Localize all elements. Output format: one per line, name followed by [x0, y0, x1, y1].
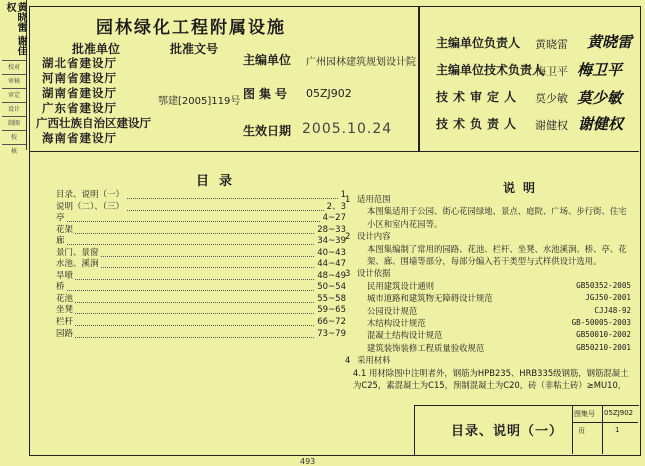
header-divider	[418, 7, 420, 152]
role-name: 谢健权	[535, 119, 568, 132]
atlas-no-label: 图集号	[243, 87, 292, 101]
atlas-title: 园林绿化工程附属设施	[96, 18, 286, 38]
section-paragraph: 4.1 用材除图中注明者外，钢筋为HPB235、HRB335级钢筋，钢筋混凝土为C25，素混凝土为C15，预制混凝土为C20，砖（非粘土砖）≥MU10，	[353, 367, 629, 390]
page-label: 页	[578, 427, 585, 435]
binding-cell: 审定	[2, 88, 26, 102]
notes-title: 说明	[503, 181, 544, 195]
role-name: 莫少敏	[535, 92, 568, 105]
binding-cells	[2, 60, 26, 158]
province-item: 海南省建设厅	[42, 131, 117, 145]
notes-section	[345, 193, 631, 230]
handwritten-signature: 谢健权	[578, 115, 624, 133]
sheet-page-number: 493	[300, 457, 316, 466]
standard-row: 民用建筑设计通则 GB50352-2005	[367, 280, 631, 291]
province-item: 湖南省建设厅	[42, 86, 117, 100]
section-number: 4	[345, 355, 351, 366]
binding-cell: 校	[2, 130, 26, 144]
toc-item: 园路 73~79	[56, 328, 346, 339]
effective-date-value: 2005.10.24	[302, 121, 393, 137]
page-value: 1	[615, 426, 620, 434]
editor-unit-value: 广州园林建筑规划设计院	[306, 57, 416, 68]
binding-cell: 核	[2, 144, 26, 158]
toc-list	[56, 190, 346, 340]
atlas-value: 05ZJ902	[604, 409, 634, 417]
standard-row: 建筑装饰装修工程质量验收规范 GB50210-2001	[367, 342, 631, 353]
section-heading: 设计内容	[357, 231, 391, 242]
toc-item: 景门、景窗 40~43	[56, 247, 346, 258]
approval-doc-value: 鄂建[2005]119号	[158, 96, 241, 107]
notes-section	[345, 267, 631, 354]
notes-section	[345, 354, 631, 391]
handwritten-signature: 莫少敏	[577, 89, 623, 107]
editor-unit-label: 主编单位	[243, 53, 292, 67]
toc-item: 花池 55~58	[56, 293, 346, 304]
toc-item: 廊 34~39	[56, 236, 346, 247]
section-number: 2	[345, 231, 351, 242]
section-number: 3	[345, 268, 351, 279]
binding-cell: 设计	[2, 102, 26, 116]
role-label: 主编单位负责人	[436, 36, 521, 50]
role-label: 技术审定人	[436, 90, 522, 104]
standard-row: 城市道路和建筑物无障碍设计规范 JGJ50-2001	[367, 293, 631, 304]
province-item: 广东省建设厅	[42, 101, 117, 115]
toc-item: 栏杆 66~72	[56, 317, 346, 328]
province-item: 广西壮族自治区建设厅	[36, 116, 151, 130]
section-heading: 采用材料	[357, 355, 391, 366]
toc-item: 水池、溪涧 44~47	[56, 259, 346, 270]
province-item: 湖北省建设厅	[42, 56, 117, 70]
effective-date-label: 生效日期	[243, 124, 292, 138]
role-name: 梅卫平	[535, 65, 568, 78]
section-paragraph: 本图集适用于公园、街心花园绿地、景点、庭院、广场、步行街、住宅小区和室内花园等。	[367, 206, 627, 229]
section-number: 1	[345, 194, 351, 204]
handwritten-signature: 黄晓雷 谢佳权	[4, 2, 26, 56]
atlas-no-value: 05ZJ902	[306, 87, 352, 100]
binding-cell: 制图	[2, 116, 26, 130]
province-item: 河南省建设厅	[42, 71, 117, 85]
toc-title: 目录	[196, 174, 243, 189]
toc-item: 说明（二）、（三） 2、3	[56, 201, 346, 212]
notes-section	[345, 230, 631, 267]
standard-row: 公园设计规范 CJJ48-92	[367, 305, 631, 316]
role-label: 主编单位技术负责人	[436, 63, 545, 77]
section-heading: 适用范围	[357, 194, 391, 204]
approval-unit-label: 批准单位	[72, 42, 121, 56]
handwritten-signature: 黄晓雷	[587, 33, 633, 51]
binding-cell: 审核	[2, 74, 26, 88]
section-heading: 设计依据	[357, 268, 391, 279]
approval-doc-label: 批准文号	[170, 42, 219, 56]
atlas-label: 图集号	[574, 410, 595, 418]
toc-item: 花架 28~33	[56, 224, 346, 235]
section-paragraph: 本图集编制了常用的园路、花池、栏杆、坐凳、水池溪涧、桥、亭、花架、廊、围墙等部分，每部分编入若干类型与式样供设计选用。	[367, 243, 627, 267]
standard-row: 混凝土结构设计规范 GB50010-2002	[367, 330, 631, 341]
binding-cell: 校对	[2, 60, 26, 74]
cover-header	[30, 7, 639, 152]
role-label: 技术负责人	[436, 117, 522, 131]
role-name: 黄晓雷	[535, 38, 568, 51]
drawing-title: 目录、说明（一）	[451, 424, 564, 439]
toc-item: 旱喷 48~49	[56, 270, 346, 281]
handwritten-signature: 梅卫平	[577, 61, 623, 79]
toc-item: 亭 4~27	[56, 213, 346, 224]
toc-item: 桥 50~54	[56, 282, 346, 293]
drawing-frame	[29, 6, 641, 456]
title-block	[414, 405, 639, 455]
standard-row: 木结构设计规范 GB-50005-2003	[367, 318, 631, 329]
notes-body	[345, 193, 631, 391]
binding-strip	[0, 0, 27, 155]
toc-item: 目录、说明（一） 1	[56, 190, 346, 200]
toc-item: 坐凳 59~65	[56, 305, 346, 316]
